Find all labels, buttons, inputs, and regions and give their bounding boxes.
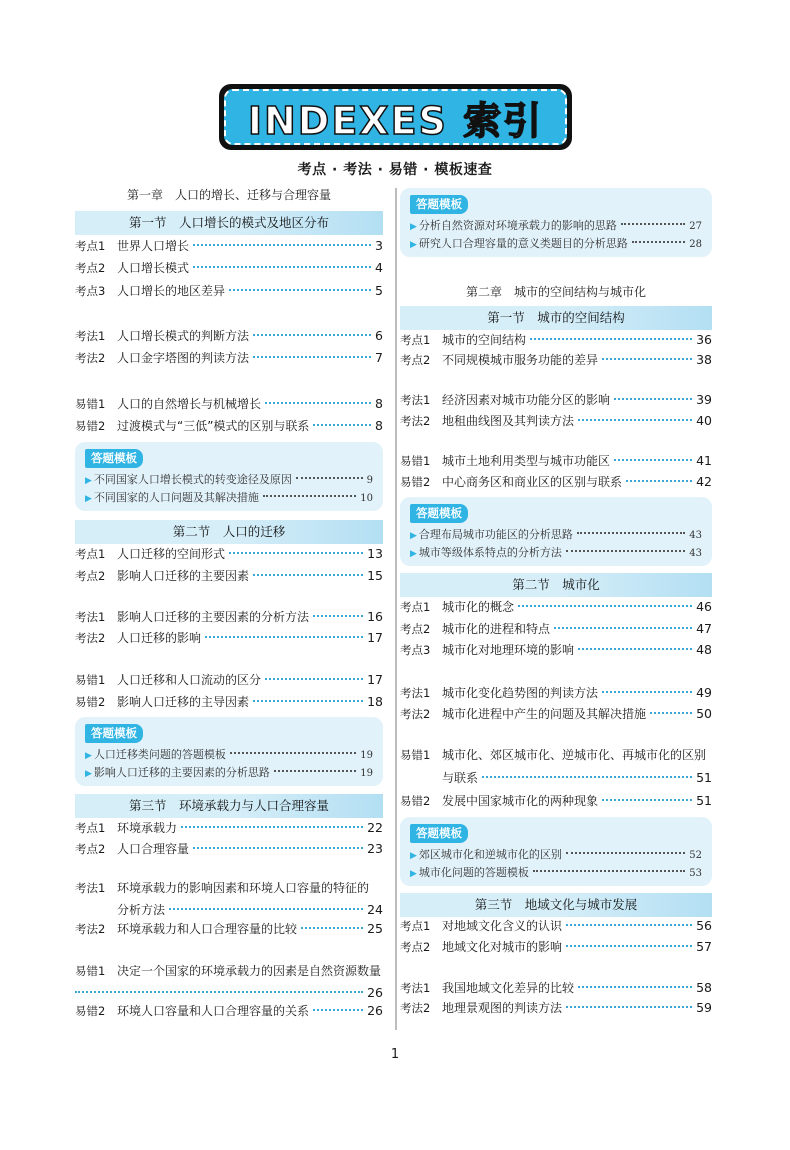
template-entry[interactable] (85, 489, 373, 507)
entry-page: 50 (696, 706, 712, 721)
entry-code: 考点2 (400, 940, 431, 954)
entry-title: 环境承载力和人口合理容量的比较 (117, 922, 298, 936)
entry-code: 考点3 (75, 284, 106, 298)
entry-title: 对地域文化含义的认识 (442, 919, 563, 933)
entry-title-continued: 与联系 (442, 771, 479, 785)
index-entry[interactable] (400, 684, 712, 702)
entry-page: 3 (375, 238, 383, 253)
entry-page: 57 (696, 939, 712, 954)
template-title: 合理布局城市功能区的分析思路 (418, 528, 573, 541)
index-entry[interactable] (400, 331, 712, 349)
entry-page: 17 (367, 630, 383, 645)
index-entry[interactable] (75, 671, 383, 689)
entry-title: 不同规模城市服务功能的差异 (442, 353, 599, 367)
triangle-icon: ▶ (410, 851, 417, 861)
entry-title: 发展中国家城市化的两种现象 (442, 794, 599, 808)
template-page: 27 (689, 221, 702, 232)
entry-title: 我国地域文化差异的比较 (442, 981, 575, 995)
section-header[interactable]: 第二节 人口的迁移 (75, 520, 383, 544)
entry-title: 影响人口迁移的主导因素 (117, 695, 250, 709)
entry-code: 考点2 (400, 622, 431, 636)
entry-page: 7 (375, 350, 383, 365)
entry-title: 地域文化对城市的影响 (442, 940, 563, 954)
template-badge: 答题模板 (85, 449, 143, 468)
answer-template-box (75, 717, 383, 786)
entry-title: 经济因素对城市功能分区的影响 (442, 393, 611, 407)
entry-code: 考法2 (400, 1001, 431, 1015)
template-title: 城市等级体系特点的分析方法 (418, 546, 562, 559)
entry-code: 考点1 (400, 919, 431, 933)
entry-code: 考点1 (400, 333, 431, 347)
index-entry[interactable] (75, 417, 383, 435)
template-page: 43 (689, 530, 702, 541)
entry-page: 5 (375, 283, 383, 298)
entry-page: 38 (696, 352, 712, 367)
template-entry[interactable] (85, 764, 373, 782)
answer-template-box (400, 188, 712, 257)
entry-page: 26 (367, 1003, 383, 1018)
entry-code: 考法1 (400, 686, 431, 700)
entry-code: 考法1 (75, 881, 106, 895)
entry-page: 18 (367, 694, 383, 709)
template-badge: 答题模板 (410, 824, 468, 843)
entry-page: 41 (696, 453, 712, 468)
template-entry[interactable] (410, 544, 702, 562)
entry-code: 考法2 (75, 631, 106, 645)
template-page: 52 (689, 850, 702, 861)
entry-page: 22 (367, 820, 383, 835)
section-header[interactable]: 第一节 人口增长的模式及地区分布 (75, 211, 383, 235)
template-page: 53 (689, 868, 702, 879)
index-entry[interactable] (75, 1002, 383, 1020)
entry-code: 考法2 (400, 707, 431, 721)
section-header[interactable]: 第三节 环境承载力与人口合理容量 (75, 794, 383, 818)
index-entry[interactable] (400, 746, 712, 787)
entry-code: 易错1 (75, 673, 106, 687)
index-entry[interactable] (400, 412, 712, 430)
chapter-title: 第二章 城市的空间结构与城市化 (465, 285, 646, 299)
entry-code: 考点2 (75, 842, 106, 856)
entry-title: 环境承载力的影响因素和环境人口容量的特征的 (117, 881, 370, 895)
entry-title: 城市化变化趋势图的判读方法 (442, 686, 599, 700)
index-entry[interactable] (75, 920, 383, 938)
entry-title: 人口迁移和人口流动的区分 (117, 673, 262, 687)
chapter-title: 第一章 人口的增长、迁移与合理容量 (126, 188, 331, 202)
entry-code: 考点1 (75, 547, 106, 561)
template-title: 城市化问题的答题模板 (418, 866, 529, 879)
template-page: 10 (360, 493, 373, 504)
entry-code: 易错2 (75, 419, 106, 433)
template-badge: 答题模板 (85, 724, 143, 743)
entry-code: 考法1 (75, 610, 106, 624)
entry-page: 46 (696, 599, 712, 614)
entry-title: 世界人口增长 (117, 239, 190, 253)
entry-title: 影响人口迁移的主要因素的分析方法 (117, 610, 310, 624)
entry-title: 城市化进程中产生的问题及其解决措施 (442, 707, 647, 721)
page-number: 1 (390, 1047, 400, 1062)
triangle-icon: ▶ (410, 531, 417, 541)
entry-title: 环境人口容量和人口合理容量的关系 (117, 1004, 310, 1018)
triangle-icon: ▶ (85, 751, 92, 761)
entry-title: 人口合理容量 (117, 842, 190, 856)
index-entry[interactable] (400, 938, 712, 956)
answer-template-box (400, 497, 712, 566)
entry-code: 考法2 (400, 414, 431, 428)
entry-code: 易错1 (400, 748, 431, 762)
index-banner (219, 84, 572, 150)
entry-page: 42 (696, 474, 712, 489)
index-entry[interactable] (75, 962, 383, 1002)
index-entry[interactable] (75, 327, 383, 345)
entry-page: 8 (375, 418, 383, 433)
template-entry[interactable] (410, 864, 702, 882)
entry-title: 地理景观图的判读方法 (442, 1001, 563, 1015)
entry-page: 15 (367, 568, 383, 583)
subtitle: 考点 · 考法 · 易错 · 模板速查 (297, 162, 493, 178)
entry-title: 人口迁移的空间形式 (117, 547, 226, 561)
index-entry[interactable] (75, 840, 383, 858)
entry-code: 考法1 (75, 329, 106, 343)
entry-page: 6 (375, 328, 383, 343)
entry-code: 考点1 (400, 600, 431, 614)
template-page: 19 (360, 768, 373, 779)
index-entry[interactable] (400, 917, 712, 935)
entry-code: 考点2 (400, 353, 431, 367)
template-title: 分析自然资源对环境承载力的影响的思路 (418, 219, 617, 232)
index-entry[interactable] (75, 545, 383, 563)
index-entry[interactable] (75, 282, 383, 300)
entry-page: 59 (696, 1000, 712, 1015)
entry-code: 考法1 (400, 981, 431, 995)
entry-code: 易错1 (400, 454, 431, 468)
triangle-icon: ▶ (410, 240, 417, 250)
template-title: 影响人口迁移的主要因素的分析思路 (93, 766, 270, 779)
entry-page: 17 (367, 672, 383, 687)
template-badge: 答题模板 (410, 195, 468, 214)
index-entry[interactable] (400, 598, 712, 616)
entry-title-continued: 分析方法 (117, 903, 166, 917)
entry-page: 25 (367, 921, 383, 936)
template-title: 郊区城市化和逆城市化的区别 (418, 848, 562, 861)
entry-code: 考法2 (75, 351, 106, 365)
index-entry[interactable] (75, 608, 383, 626)
entry-title: 城市化对地理环境的影响 (442, 643, 575, 657)
section-header[interactable]: 第二节 城市化 (400, 573, 712, 597)
index-entry[interactable] (400, 391, 712, 409)
template-title: 不同国家人口增长模式的转变途径及原因 (93, 473, 292, 486)
index-entry[interactable] (400, 473, 712, 491)
index-entry[interactable] (75, 259, 383, 277)
entry-page: 24 (367, 902, 383, 917)
entry-title: 城市化的概念 (442, 600, 515, 614)
index-entry[interactable] (400, 705, 712, 723)
index-entry[interactable] (75, 879, 383, 919)
entry-page: 36 (696, 332, 712, 347)
answer-template-box (400, 817, 712, 886)
banner-title: INDEXES 索引 (247, 98, 544, 143)
template-entry[interactable] (85, 746, 373, 764)
entry-title: 环境承载力 (117, 821, 178, 835)
entry-title: 人口增长模式 (117, 261, 190, 275)
index-entry[interactable] (400, 620, 712, 638)
template-title: 人口迁移类问题的答题模板 (93, 748, 226, 761)
index-entry[interactable] (400, 641, 712, 659)
entry-title: 决定一个国家的环境承载力的因素是自然资源数量 (117, 964, 382, 978)
template-entry[interactable] (410, 526, 702, 544)
template-page: 43 (689, 548, 702, 559)
triangle-icon: ▶ (410, 549, 417, 559)
section-header[interactable]: 第三节 地域文化与城市发展 (400, 893, 712, 917)
entry-code: 考点2 (75, 261, 106, 275)
entry-title: 人口增长模式的判断方法 (117, 329, 250, 343)
entry-title: 影响人口迁移的主要因素 (117, 569, 250, 583)
index-entry[interactable] (75, 237, 383, 255)
index-entry[interactable] (75, 629, 383, 647)
entry-title: 地租曲线图及其判读方法 (442, 414, 575, 428)
index-entry[interactable] (75, 819, 383, 837)
index-entry[interactable] (400, 999, 712, 1017)
template-entry[interactable] (410, 217, 702, 235)
entry-code: 易错1 (75, 397, 106, 411)
entry-title: 中心商务区和商业区的区别与联系 (442, 475, 623, 489)
entry-page: 48 (696, 642, 712, 657)
triangle-icon: ▶ (85, 494, 92, 504)
index-entry[interactable] (400, 792, 712, 810)
template-badge: 答题模板 (410, 504, 468, 523)
template-entry[interactable] (410, 846, 702, 864)
entry-page: 40 (696, 413, 712, 428)
index-entry[interactable] (75, 395, 383, 413)
entry-page: 47 (696, 621, 712, 636)
template-page: 28 (689, 239, 702, 250)
template-page: 9 (366, 475, 373, 486)
entry-code: 考法1 (400, 393, 431, 407)
entry-title: 城市土地利用类型与城市功能区 (442, 454, 611, 468)
entry-page: 51 (696, 793, 712, 808)
entry-code: 易错2 (400, 794, 431, 808)
index-entry[interactable] (400, 452, 712, 470)
entry-code: 易错1 (75, 964, 106, 978)
triangle-icon: ▶ (410, 222, 417, 232)
entry-page: 23 (367, 841, 383, 856)
index-entry[interactable] (75, 349, 383, 367)
entry-page: 56 (696, 918, 712, 933)
entry-page: 4 (375, 260, 383, 275)
entry-page: 8 (375, 396, 383, 411)
entry-code: 考点2 (75, 569, 106, 583)
entry-title: 城市化的进程和特点 (442, 622, 551, 636)
entry-code: 考点1 (75, 821, 106, 835)
entry-page: 49 (696, 685, 712, 700)
entry-code: 考点3 (400, 643, 431, 657)
entry-page: 13 (367, 546, 383, 561)
entry-title: 人口金字塔图的判读方法 (117, 351, 250, 365)
entry-page: 51 (696, 770, 712, 785)
answer-template-box (75, 442, 383, 511)
entry-title: 人口迁移的影响 (117, 631, 202, 645)
template-title: 不同国家的人口问题及其解决措施 (93, 491, 259, 504)
entry-title: 人口的自然增长与机械增长 (117, 397, 262, 411)
entry-page: 58 (696, 980, 712, 995)
template-page: 19 (360, 750, 373, 761)
entry-page: 16 (367, 609, 383, 624)
entry-page: 39 (696, 392, 712, 407)
entry-code: 考点1 (75, 239, 106, 253)
triangle-icon: ▶ (410, 869, 417, 879)
triangle-icon: ▶ (85, 769, 92, 779)
triangle-icon: ▶ (85, 476, 92, 486)
entry-title: 人口增长的地区差异 (117, 284, 226, 298)
entry-title: 城市的空间结构 (442, 333, 527, 347)
entry-code: 考法2 (75, 922, 106, 936)
index-entry[interactable] (400, 351, 712, 369)
entry-title: 过渡模式与“三低”模式的区别与联系 (117, 419, 310, 433)
entry-title: 城市化、郊区城市化、逆城市化、再城市化的区别 (442, 748, 707, 762)
entry-code: 易错2 (75, 695, 106, 709)
entry-code: 易错2 (75, 1004, 106, 1018)
template-title: 研究人口合理容量的意义类题目的分析思路 (418, 237, 628, 250)
section-header[interactable]: 第一节 城市的空间结构 (400, 306, 712, 330)
template-entry[interactable] (85, 471, 373, 489)
index-entry[interactable] (400, 979, 712, 997)
index-entry[interactable] (75, 693, 383, 711)
entry-code: 易错2 (400, 475, 431, 489)
entry-page: 26 (367, 985, 383, 1000)
template-entry[interactable] (410, 235, 702, 253)
index-entry[interactable] (75, 567, 383, 585)
column-divider (395, 188, 397, 1030)
